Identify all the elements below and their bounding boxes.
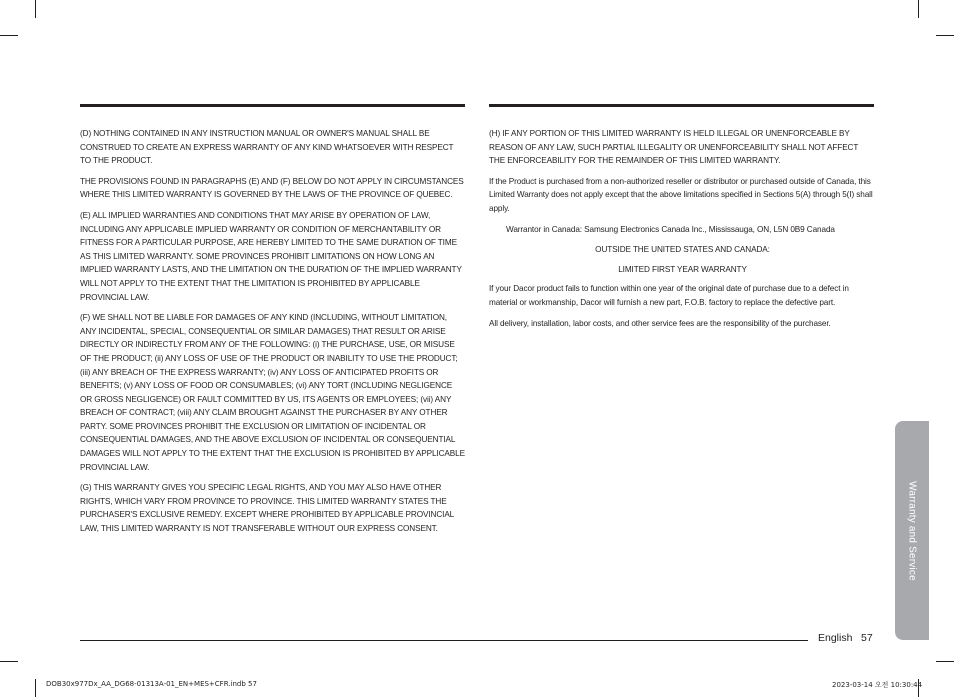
- paragraph-d: (D) NOTHING CONTAINED IN ANY INSTRUCTION MANUAL OR OWNER'S MANUAL SHALL BE CONSTRUED TO CREATE AN EXPRESS WARRANTY OF ANY KIND WHATSOEVER WITH RESPECT TO THE PRODUCT.: [80, 129, 454, 166]
- crop-mark: [936, 35, 954, 36]
- paragraph-g: (G) THIS WARRANTY GIVES YOU SPECIFIC LEGAL RIGHTS, AND YOU MAY ALSO HAVE OTHER RIGHTS, WHICH VARY FROM PROVINCE TO PROVINCE. THIS LIMITED WARRANTY STATES THE PURCHASER'S EXCLUSIVE REMEDY. EXCEPT WHERE PROHIBITED BY APPLICABLE PROVINCIAL LAW, THIS LIMITED WARRANTY IS NOT TRANSFERABLE WITHOUT OUR EXPRESS CONSENT.: [80, 483, 454, 534]
- page-number: 57: [861, 632, 873, 644]
- left-column-rule: [80, 104, 465, 107]
- crop-mark: [918, 0, 919, 18]
- crop-mark: [35, 0, 36, 18]
- footer-language: English: [818, 632, 853, 644]
- paragraph-h: (H) IF ANY PORTION OF THIS LIMITED WARRANTY IS HELD ILLEGAL OR UNENFORCEABLE BY REASON OF ANY LAW, SUCH PARTIAL ILLEGALITY OR UNENFORCEABILITY SHALL NOT AFFECT THE ENFORCEABILITY FOR THE REMAINDER OF THIS LIMITED WARRANTY.: [489, 129, 859, 166]
- paragraph-e: (E) ALL IMPLIED WARRANTIES AND CONDITIONS THAT MAY ARISE BY OPERATION OF LAW, INCLUDING ANY APPLICABLE IMPLIED WARRANTY OR CONDITION OF MERCHANTABILITY OR FITNESS FOR A PARTICULAR PURPOSE, ARE HEREBY LIMITED TO THE SAME DURATION OF TIME AS THIS LIMITED WARRANTY. SOME PROVINCES PROHIBIT LIMITATIONS ON HOW LONG AN IMPLIED WARRANTY LASTS, AND THE LIMITATION ON THE DURATION OF THE IMPLIED WARRANTY WILL NOT APPLY TO THE EXTENT THAT THE LIMITATION IS PROHIBITED BY APPLICABLE PROVINCIAL LAW.: [80, 210, 462, 302]
- outside-us-canada-heading: OUTSIDE THE UNITED STATES AND CANADA:: [595, 245, 770, 255]
- crop-mark: [936, 661, 954, 662]
- delivery-costs-paragraph: All delivery, installation, labor costs, and other service fees are the responsibility of the purchaser.: [489, 318, 831, 328]
- crop-mark: [35, 679, 36, 697]
- printer-timestamp: 2023-03-14 오전 10:30:44: [832, 681, 923, 689]
- left-column: [80, 127, 465, 543]
- paragraph-f: (F) WE SHALL NOT BE LIABLE FOR DAMAGES OF ANY KIND (INCLUDING, WITHOUT LIMITATION, ANY INCIDENTAL, SPECIAL, CONSEQUENTIAL OR SIMILAR DAMAGES) THAT RESULT OR ARISE DIRECTLY OR INDIRECTLY FROM ANY OF THE FOLLOWING: (i) THE PURCHASE, USE, OR MISUSE OF THE PRODUCT; (ii) ANY LOSS OF USE OF THE PRODUCT OR INABILITY TO USE THE PRODUCT; (iii) ANY BREACH OF THE EXPRESS WARRANTY; (iv) ANY LOSS OF ANTICIPATED PROFITS OR BENEFITS; (v) ANY LOSS OF FOOD OR CONSUMABLES; (vi) ANY TORT (INCLUDING NEGLIGENCE OR GROSS NEGLIGENCE) OR FAULT COMMITTED BY US, ITS AGENTS OR EMPLOYEES; (vii) ANY BREACH OF CONTRACT; (viii) ANY CLAIM BROUGHT AGAINST THE PURCHASER BY ANY OTHER PARTY. SOME PROVINCES PROHIBIT THE EXCLUSION OR LIMITATION OF INCIDENTAL OR CONSEQUENTIAL DAMAGES, AND THE ABOVE EXCLUSION OF INCIDENTAL OR CONSEQUENTIAL DAMAGES WILL NOT APPLY TO THE EXTENT THAT THE EXCLUSION IS PROHIBITED BY APPLICABLE PROVINCIAL LAW.: [80, 313, 465, 472]
- right-column-rule: [489, 104, 874, 107]
- side-tab-label: Warranty and Service: [906, 480, 918, 581]
- printer-file-mark: DOB30x977Dx_AA_DG68-01313A-01_EN+MES+CFR.indb 57: [46, 680, 257, 688]
- unauthorized-reseller-note: If the Product is purchased from a non-authorized reseller or distributor or purchased outside of Canada, this Limited Warranty does not apply except that the above limitations specified in Sections 5(A) through 5(I) shall apply.: [489, 176, 873, 213]
- quebec-provision: THE PROVISIONS FOUND IN PARAGRAPHS (E) AND (F) BELOW DO NOT APPLY IN CIRCUMSTANCES WHERE THIS LIMITED WARRANTY IS GOVERNED BY THE LAWS OF THE PROVINCE OF QUEBEC.: [80, 176, 464, 200]
- right-column: [489, 127, 876, 337]
- crop-mark: [0, 35, 18, 36]
- limited-first-year-heading: LIMITED FIRST YEAR WARRANTY: [618, 264, 747, 274]
- dacor-failure-paragraph: If your Dacor product fails to function within one year of the original date of purchase due to a defect in material or workmanship, Dacor will furnish a new part, F.O.B. factory to replace the defective part.: [489, 284, 849, 307]
- crop-mark: [0, 661, 18, 662]
- warrantor-canada: Warrantor in Canada: Samsung Electronics Canada Inc., Mississauga, ON, L5N 0B9 Canada: [506, 224, 835, 234]
- section-side-tab: [895, 421, 929, 640]
- footer-rule: [80, 640, 808, 641]
